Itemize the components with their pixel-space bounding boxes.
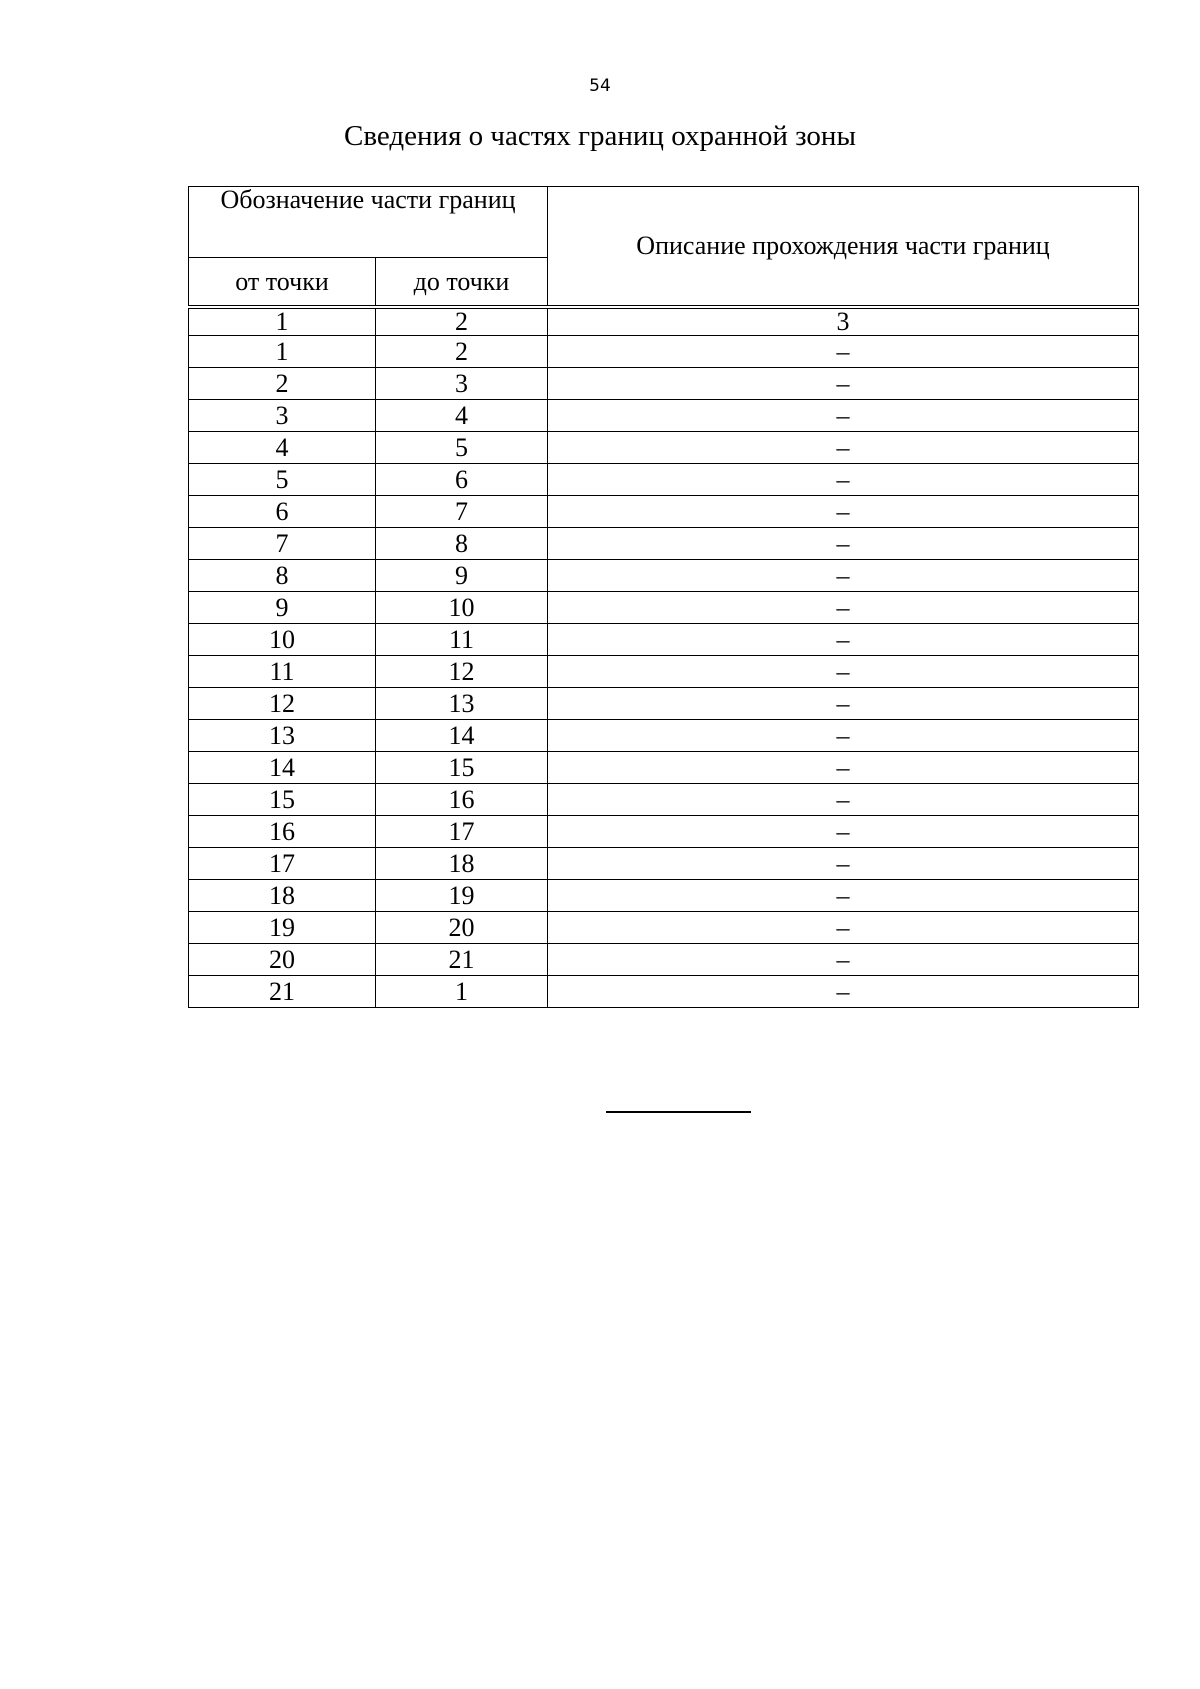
table-body	[189, 336, 1139, 1008]
description-cell: –	[548, 976, 1139, 1008]
description-cell: –	[548, 912, 1139, 944]
header-boundary-part-designation: Обозначение части границ	[189, 187, 548, 258]
description-cell: –	[548, 400, 1139, 432]
from-point-cell: 17	[189, 848, 376, 880]
to-point-cell: 5	[376, 432, 548, 464]
description-cell: –	[548, 880, 1139, 912]
table-row	[189, 464, 1139, 496]
column-number: 3	[548, 309, 1139, 336]
column-number: 2	[376, 309, 548, 336]
table-row	[189, 912, 1139, 944]
from-point-cell: 14	[189, 752, 376, 784]
table-row	[189, 880, 1139, 912]
end-rule	[606, 1111, 751, 1113]
column-numbers-row	[189, 309, 1139, 336]
from-point-cell: 4	[189, 432, 376, 464]
header-from-point: от точки	[189, 258, 376, 306]
from-point-cell: 9	[189, 592, 376, 624]
table-row	[189, 624, 1139, 656]
table-row	[189, 816, 1139, 848]
from-point-cell: 5	[189, 464, 376, 496]
to-point-cell: 21	[376, 944, 548, 976]
to-point-cell: 15	[376, 752, 548, 784]
table-row	[189, 976, 1139, 1008]
description-cell: –	[548, 432, 1139, 464]
description-cell: –	[548, 688, 1139, 720]
to-point-cell: 4	[376, 400, 548, 432]
description-cell: –	[548, 624, 1139, 656]
table-row	[189, 400, 1139, 432]
to-point-cell: 19	[376, 880, 548, 912]
to-point-cell: 2	[376, 336, 548, 368]
from-point-cell: 18	[189, 880, 376, 912]
table-header	[189, 187, 1139, 336]
from-point-cell: 7	[189, 528, 376, 560]
to-point-cell: 13	[376, 688, 548, 720]
description-cell: –	[548, 464, 1139, 496]
table-row	[189, 528, 1139, 560]
from-point-cell: 2	[189, 368, 376, 400]
from-point-cell: 19	[189, 912, 376, 944]
to-point-cell: 3	[376, 368, 548, 400]
table-row	[189, 560, 1139, 592]
description-cell: –	[548, 720, 1139, 752]
to-point-cell: 7	[376, 496, 548, 528]
header-boundary-description: Описание прохождения части границ	[548, 187, 1139, 306]
to-point-cell: 18	[376, 848, 548, 880]
description-cell: –	[548, 752, 1139, 784]
from-point-cell: 8	[189, 560, 376, 592]
table-row	[189, 752, 1139, 784]
table-row	[189, 784, 1139, 816]
description-cell: –	[548, 816, 1139, 848]
boundary-parts-table	[188, 186, 1139, 1008]
description-cell: –	[548, 784, 1139, 816]
to-point-cell: 16	[376, 784, 548, 816]
from-point-cell: 10	[189, 624, 376, 656]
to-point-cell: 12	[376, 656, 548, 688]
to-point-cell: 10	[376, 592, 548, 624]
description-cell: –	[548, 848, 1139, 880]
to-point-cell: 9	[376, 560, 548, 592]
page-title: Сведения о частях границ охранной зоны	[344, 120, 856, 152]
description-cell: –	[548, 560, 1139, 592]
from-point-cell: 20	[189, 944, 376, 976]
to-point-cell: 6	[376, 464, 548, 496]
description-cell: –	[548, 368, 1139, 400]
to-point-cell: 8	[376, 528, 548, 560]
table-row	[189, 848, 1139, 880]
description-cell: –	[548, 496, 1139, 528]
to-point-cell: 1	[376, 976, 548, 1008]
from-point-cell: 15	[189, 784, 376, 816]
from-point-cell: 12	[189, 688, 376, 720]
table-row	[189, 944, 1139, 976]
from-point-cell: 1	[189, 336, 376, 368]
to-point-cell: 11	[376, 624, 548, 656]
table-row	[189, 432, 1139, 464]
table-row	[189, 688, 1139, 720]
table-row	[189, 496, 1139, 528]
to-point-cell: 20	[376, 912, 548, 944]
to-point-cell: 17	[376, 816, 548, 848]
description-cell: –	[548, 944, 1139, 976]
header-to-point: до точки	[376, 258, 548, 306]
page-number: 54	[589, 76, 611, 96]
column-number: 1	[189, 309, 376, 336]
description-cell: –	[548, 656, 1139, 688]
table-row	[189, 592, 1139, 624]
from-point-cell: 11	[189, 656, 376, 688]
table-row	[189, 368, 1139, 400]
description-cell: –	[548, 528, 1139, 560]
to-point-cell: 14	[376, 720, 548, 752]
from-point-cell: 16	[189, 816, 376, 848]
table-row	[189, 720, 1139, 752]
table-row	[189, 656, 1139, 688]
table-row	[189, 336, 1139, 368]
from-point-cell: 3	[189, 400, 376, 432]
from-point-cell: 21	[189, 976, 376, 1008]
description-cell: –	[548, 336, 1139, 368]
from-point-cell: 13	[189, 720, 376, 752]
description-cell: –	[548, 592, 1139, 624]
from-point-cell: 6	[189, 496, 376, 528]
